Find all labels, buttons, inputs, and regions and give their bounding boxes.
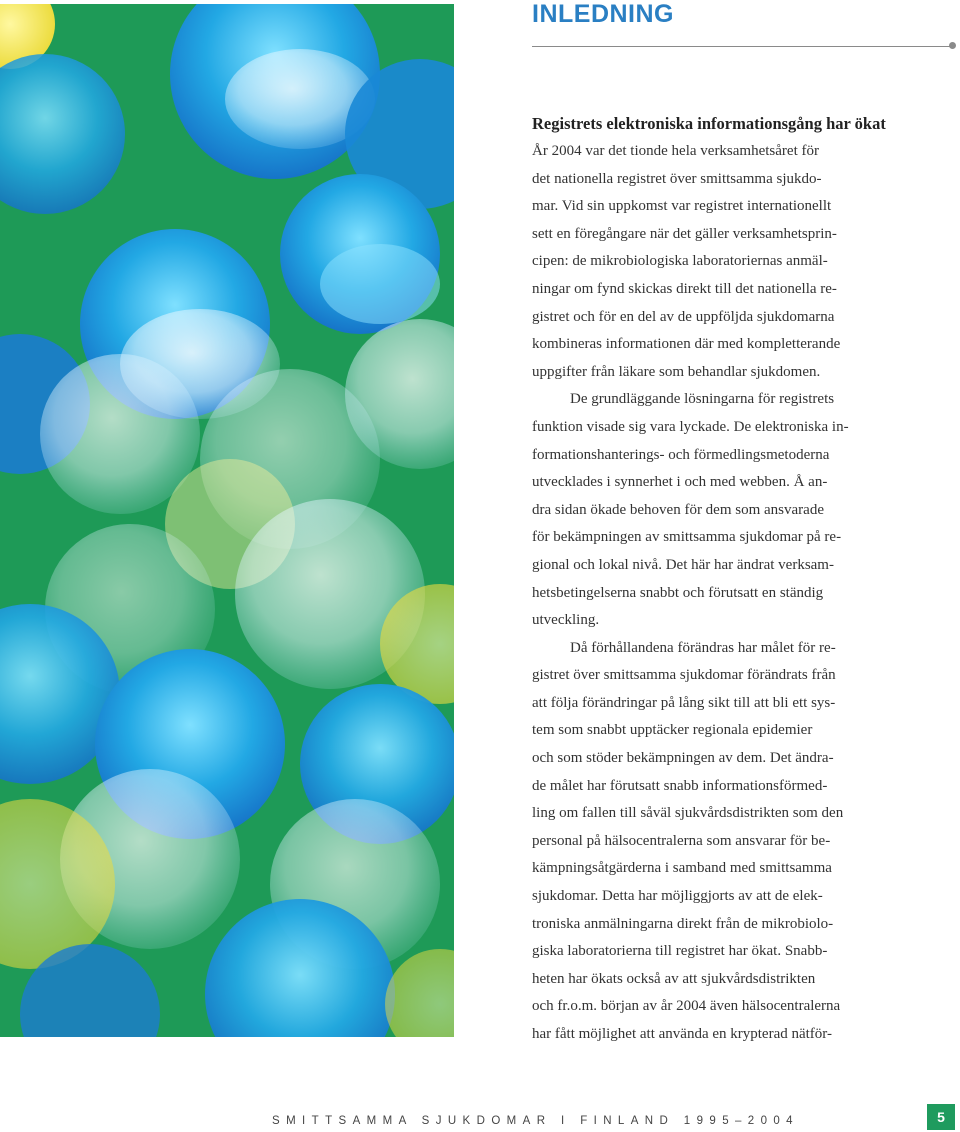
decorative-bokeh-photo xyxy=(0,4,454,1037)
text-line: heten har ökats också av att sjukvårdsdistrikten xyxy=(532,970,816,987)
title-divider xyxy=(532,46,950,47)
text-line: giska laboratorierna till registret har ökat. Snabb- xyxy=(532,943,828,960)
text-line: gistret och för en del av de uppföljda sjukdomarna xyxy=(532,308,835,325)
text-line: dra sidan ökade behoven för dem som ansvarade xyxy=(532,501,824,518)
divider-end-dot xyxy=(949,42,956,49)
text-line: funktion visade sig vara lyckade. De elektroniska in- xyxy=(532,418,849,435)
text-line: att följa förändringar på lång sikt till att bli ett sys- xyxy=(532,694,836,711)
text-line: ningar om fynd skickas direkt till det nationella re- xyxy=(532,280,837,297)
text-line: och fr.o.m. början av år 2004 även hälsocentralerna xyxy=(532,998,841,1015)
text-line: har fått möjlighet att använda en krypterad nätför- xyxy=(532,1026,832,1042)
text-line: utveckling. xyxy=(532,612,600,629)
text-line: mar. Vid sin uppkomst var registret internationellt xyxy=(532,198,832,215)
text-line: för bekämpningen av smittsamma sjukdomar på re- xyxy=(532,529,842,546)
text-line: troniska anmälningarna direkt från de mikrobiolo- xyxy=(532,915,834,932)
text-line: personal på hälsocentralerna som ansvarar för be- xyxy=(532,832,831,849)
text-line: År 2004 var det tionde hela verksamhetsåret för xyxy=(532,143,819,159)
text-line: tem som snabbt upptäcker regionala epidemier xyxy=(532,722,813,739)
text-line: hetsbetingelserna snabbt och förutsatt en ständig xyxy=(532,584,824,601)
text-line: uppgifter från läkare som behandlar sjukdomen. xyxy=(532,363,821,380)
text-line: sjukdomar. Detta har möjliggjorts av att de elek- xyxy=(532,888,823,905)
text-line: De grundläggande lösningarna för registrets xyxy=(570,391,835,408)
text-line: utvecklades i synnerhet i och med webben. Å an- xyxy=(532,474,828,491)
text-line: och som stöder bekämpningen av dem. Det ändra- xyxy=(532,750,834,767)
text-line: sett en föregångare när det gäller verksamhetsprin- xyxy=(532,225,837,242)
text-line: gistret över smittsamma sjukdomar förändrats från xyxy=(532,667,836,684)
text-line: cipen: de mikrobiologiska laboratoriernas anmäl- xyxy=(532,253,828,270)
text-line: det nationella registret över smittsamma sjukdo- xyxy=(532,170,822,187)
running-footer: SMITTSAMMA SJUKDOMAR I FINLAND 1995–2004 xyxy=(272,1115,799,1127)
text-line: de målet har förutsatt snabb informationsförmed- xyxy=(532,777,828,794)
article-body xyxy=(532,113,892,1049)
article-subheading: Registrets elektroniska informationsgång har ökat xyxy=(532,114,886,133)
text-line: formationshanterings- och förmedlingsmetoderna xyxy=(532,446,830,463)
page-title: INLEDNING xyxy=(532,0,674,28)
text-line: gional och lokal nivå. Det här har ändrat verksam- xyxy=(532,556,834,573)
text-line: ling om fallen till såväl sjukvårdsdistrikten som den xyxy=(532,805,844,822)
text-line: kämpningsåtgärderna i samband med smittsamma xyxy=(532,860,832,877)
page-number-badge: 5 xyxy=(927,1104,955,1130)
text-line: kombineras informationen där med kompletterande xyxy=(532,336,841,353)
text-line: Då förhållandena förändras har målet för re- xyxy=(570,639,836,656)
